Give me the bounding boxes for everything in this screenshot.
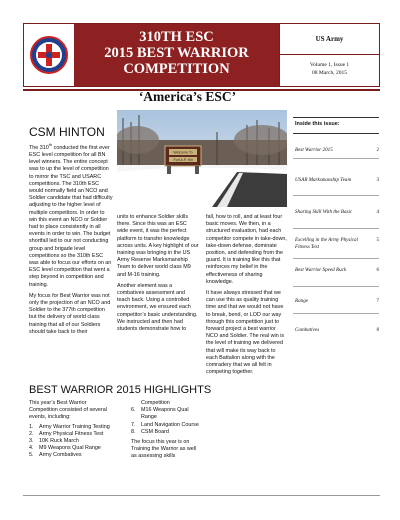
item-number: 6. [131, 407, 136, 414]
list-item [131, 422, 201, 429]
toc-page: 6 [376, 267, 379, 273]
article-column-2 [117, 214, 199, 337]
list-item [29, 431, 113, 438]
sidebar-title-rule [293, 133, 379, 134]
item-text: Land Navigation Course [141, 421, 199, 428]
sign-line-2: Fort A.P. Hill [173, 158, 193, 162]
fort-ap-hill-photo [117, 110, 287, 207]
bw-highlights-heading: BEST WARRIOR 2015 HIGHLIGHTS [29, 384, 212, 396]
sign-line-1: Welcome To [173, 150, 193, 155]
item-number: 4. [29, 445, 34, 452]
title-line-3: COMPETITION [123, 61, 230, 77]
col3-paragraph-1: fall, how to roll, and at least four basic moves. We then, in a structured evaluation, had each competitor compete in take-down, take-down defense, dominate position, and defending from the guard. It is training like this that reinforces my belief in the effectiveness of sharing knowledge. [206, 214, 287, 285]
masthead-title [74, 24, 279, 86]
list-item [29, 424, 113, 431]
col3-paragraph-2: It have always stressed that we can use this as quality training time and that we would not have to break, bend, or LOD our way through this competition just to forward project a best warrior NCO and Soldier. The real win is the level of training we delivered that will make its way back to each Battalion along with the comradery that we all felt in competing together. [206, 290, 285, 376]
inside-this-issue-sidebar [289, 113, 389, 363]
list-item [29, 438, 113, 445]
article-column-1 [29, 141, 113, 340]
volume-label: Volume 1, Issue 1 [309, 62, 350, 68]
masthead-info [279, 24, 379, 86]
unit-logo [24, 24, 74, 86]
list-item [131, 407, 201, 421]
bw-column-1 [29, 400, 113, 460]
item-number: 8. [131, 428, 136, 435]
item-text: Army Combatives [39, 452, 82, 459]
col2-paragraph-1: units to enhance Soldier skills there. Since this was an ESC wide event, it was the perfect platform to transfer knowledge across units. A key highlight of our training was bringing in the US Army Reserve Marksmanship Team to deliver world class M9 and M-16 training. [117, 214, 199, 278]
item-number: 7. [131, 421, 136, 428]
toc-divider [293, 313, 379, 314]
toc-divider [293, 195, 379, 196]
toc-label: USAR Marksmanship Team [295, 177, 352, 183]
item-text: Competition [141, 400, 170, 406]
item-number: 3. [29, 438, 34, 445]
title-line-1: 310TH ESC [139, 29, 214, 45]
csm-heading: CSM HINTON [29, 125, 105, 139]
sidebar-top-rule [293, 117, 379, 118]
toc-label: Range [295, 298, 309, 304]
item-number: 2. [29, 430, 34, 437]
toc-page: 5 [376, 237, 379, 243]
sidebar-title: Inside this issue: [295, 121, 340, 127]
issue-info [280, 55, 379, 77]
list-item [29, 452, 113, 459]
bw-event-list-1 [29, 424, 113, 460]
toc-label: Best Warrior Speed Ruck [295, 267, 347, 273]
toc-label: Best Warrior 2015 [295, 147, 333, 153]
toc-page: 7 [376, 298, 379, 304]
item-text: M16 Weapons Qual Range [141, 407, 189, 421]
toc-divider [293, 158, 379, 159]
toc-page: 3 [376, 177, 379, 183]
page-bottom-rule [23, 495, 380, 496]
item-text: Army Warrior Training Testing [39, 423, 110, 430]
item-text: Army Physical Fitness Test [39, 430, 104, 437]
unit-insignia-icon [29, 35, 69, 75]
toc-label: Excelling in the Army Physical Fitness Test [295, 237, 358, 250]
col2-paragraph-2: Another element was a combatives assessment and teach back. Using a controlled environment, we ensured each competitor’s basic understanding. We instructed and then had students demonstrate how to [117, 282, 198, 333]
toc-divider [293, 258, 379, 259]
toc-page: 8 [376, 327, 379, 333]
article-column-3 [206, 214, 288, 380]
ordinal-suffix: th [48, 142, 53, 147]
toc-divider [293, 228, 379, 229]
item-number: 5. [29, 452, 34, 459]
bw-intro: This year’s Best Warrior Competition consisted of several events, including: [29, 400, 107, 421]
list-item-continued [131, 400, 201, 407]
item-text: CSM Board [141, 428, 169, 435]
toc-page: 4 [376, 209, 379, 215]
list-item [131, 429, 201, 436]
item-number: 1. [29, 423, 34, 430]
csm-paragraph-2: My focus for Best Warrior was not only the projection of an NCO and Soldier to the 377th competition but the delivery of world class training that all of our Soldiers should take back to their [29, 292, 111, 335]
toc-divider [293, 286, 379, 287]
masthead [23, 23, 380, 87]
bw-event-list-2 [131, 400, 201, 436]
para-1-rest: conducted the first ever ESC level competition for all BN level winners. The entire concept was to up the level of competition to mirror the TSC and USARC competitions. The 310th ESC would normally field an NCO and Soldier candidate that had difficulty adjusting to the higher level of multiple competitors. In order to win this event an NCO or Soldier had to place consistently in all events in order to win. The budget shortfall led to our not conducting group and brigade level competitions so the 310th ESC was able to focus our efforts on an ESC level competition that went a step beyond in competition and training. [29, 144, 113, 288]
slogan: ‘America’s ESC’ [138, 89, 237, 104]
para-1-start: The 310 [29, 144, 49, 151]
csm-paragraph-1 [29, 141, 113, 289]
title-line-2: 2015 BEST WARRIOR [104, 45, 249, 61]
org-name: US Army [280, 24, 379, 55]
toc-label: Sharing Skill With the Basic [295, 209, 353, 215]
bw-outro: The focus this year is on Training the Warrior as well as assessing skills [131, 439, 197, 460]
list-item [29, 445, 113, 452]
toc-page: 2 [376, 147, 379, 153]
item-text: M9 Weapons Qual Range [39, 445, 101, 452]
item-text: 10K Ruck March [39, 438, 79, 445]
toc-label: Combatives [295, 327, 320, 333]
snow-scene-image [117, 110, 287, 207]
issue-date: 08 March, 2015 [312, 70, 347, 76]
bw-column-2 [131, 400, 201, 465]
